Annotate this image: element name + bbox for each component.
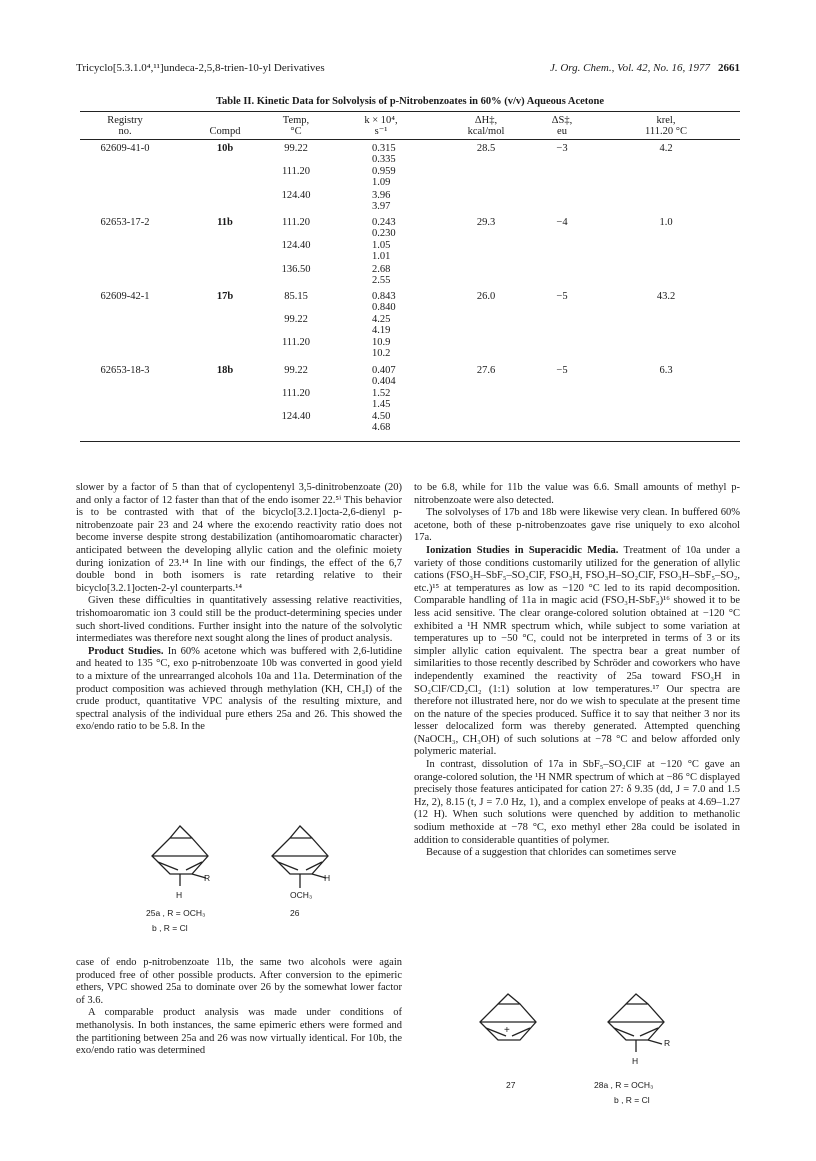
table-cell-k: 0.959	[372, 166, 396, 178]
paragraph-body: In 60% acetone which was buffered with 2,6-lutidine and heated to 135 °C, exo p-nitrobenzoate 10b was converted in good yield to a mixture of the unrearranged alcohols 10a and 11a. Determination of the product composition was achieved through methylation (KH, CH₃I) of the crude product, quantitative VPC analysis of the resulting mixture, and spectral analysis of the individual pure ethers 25a and 26. This showed the exo/endo ratio to be 5.8. In the	[76, 645, 403, 733]
table-cell-k: 4.68	[372, 422, 391, 434]
table-cell-dh: 29.3	[476, 216, 496, 228]
paragraph: The solvolyses of 17b and 18b were likewise very clean. In buffered 60% acetone, both of these p-nitrobenzoates gave rise uniquely to exo alcohol 17a.	[414, 507, 740, 544]
table-bottom-rule	[80, 441, 740, 442]
table-cell-k: 1.05	[372, 240, 391, 252]
table-cell-dh: 26.0	[476, 290, 496, 302]
table-cell-krel: 1.0	[659, 216, 673, 228]
substituent-r: R	[204, 873, 211, 883]
left-column-top	[76, 482, 402, 734]
table-cell-k: 1.45	[372, 399, 391, 410]
table-cell-krel: 43.2	[656, 290, 676, 302]
paragraph: In contrast, dissolution of 17a in SbF₅–SO₂ClF at −120 °C gave an orange-colored solution, the ¹H NMR spectrum of which at −86 °C displayed precisely those features anticipated for cation 27: δ 9.35 (dd, J = 7.0 and 1.5 Hz, 2), 8.15 (t, J = 7.0 Hz, 1), and a complex envelope of peaks at 4.69–1.27 (12 H). When such solutions were quenched by addition to methanolic sodium methoxide at −78 °C, exo methyl ether 28a could be isolated in addition to considerable quantities of polymer.	[414, 759, 740, 846]
table-cell-dh: 28.5	[476, 143, 496, 154]
table-cell-krel: 4.2	[659, 143, 673, 154]
table-cell-temp: 124.40	[281, 240, 311, 252]
table-cell-temp: 111.20	[281, 166, 311, 178]
substituent-h: H	[324, 873, 331, 883]
table-cell-ds: −5	[556, 364, 568, 376]
ds-header-unit: eu	[557, 126, 567, 137]
table-cell-compd: 17b	[216, 290, 234, 302]
table-cell-temp: 124.40	[281, 189, 311, 201]
registry-header-unit: no.	[118, 126, 132, 137]
table-cell-ds: −4	[556, 216, 568, 228]
structures-27-28	[470, 992, 720, 1112]
table-cell-k: 4.50	[372, 411, 391, 423]
table-cell-k: 4.19	[372, 325, 391, 337]
table-cell-k: 0.407	[372, 364, 396, 376]
table-cell-k: 1.01	[372, 251, 391, 263]
table-cell-temp: 111.20	[281, 388, 311, 399]
left-column-bottom	[76, 957, 402, 1058]
registry-header: Registry	[107, 115, 143, 126]
table-cell-compd: 10b	[216, 143, 234, 154]
table-cell-k: 3.96	[372, 189, 391, 201]
table-cell-k: 2.55	[372, 274, 391, 286]
paragraph: Because of a suggestion that chlorides can sometimes serve	[426, 847, 677, 859]
paragraph: Given these difficulties in quantitatively assessing relative reactivities, trishomoaromatic ion 3 could still be the product-determining species under such short-lived conditions. Further insight into the nature of the solvolytic intermediates was therefore next sought along the lines of product analysis.	[76, 595, 402, 645]
temp-header-unit: °C	[290, 126, 302, 137]
section-heading: Ionization Studies in Superacidic Media.	[426, 544, 619, 556]
page-number: 2661	[718, 62, 740, 74]
substituent-h: H	[632, 1056, 639, 1066]
table-title: Table II. Kinetic Data for Solvolysis of p-Nitrobenzoates in 60% (v/v) Aqueous Acetone	[215, 96, 605, 107]
cation-charge: +	[504, 1025, 510, 1036]
running-header	[76, 62, 740, 78]
compound-label-28b: b , R = Cl	[614, 1095, 650, 1105]
journal-citation	[550, 62, 740, 74]
structures-25-26	[130, 820, 380, 960]
structure-drawings-27-28	[470, 992, 720, 1112]
table-cell-registry: 62653-17-2	[100, 216, 150, 228]
table-top-rule	[80, 111, 740, 112]
table-cell-k: 4.25	[372, 314, 391, 326]
table-cell-k: 0.230	[372, 227, 396, 239]
table-cell-k: 1.09	[372, 177, 391, 189]
paragraph: slower by a factor of 5 than that of cyclopentenyl 3,5-dinitrobenzoate (20) and only a factor of 12 faster than that of the endo isomer 22.⁵ⁱ This behavior is to be contrasted with that of the bicyclo[3.2.1]octa-2,6-dienyl p-nitrobenzoate pair 23 and 24 where the exo:endo reactivity ratio does not become inverse despite strong destabilization (antihomoaromatic character) anticipated between the developing allylic cation and the olefinic moiety during ionization of 23.¹⁴ In line with our findings, the effect of the 6,7 double bond in both isomers is rate retarding relative to their bicyclo[3.2.1]octen-2-yl counterparts.¹⁴	[76, 482, 402, 594]
table-cell-registry: 62609-41-0	[100, 143, 150, 154]
structure-drawings-25-26	[130, 820, 380, 960]
compd-header: Compd	[209, 126, 241, 137]
journal-name: J. Org. Chem., Vol. 42, No. 16, 1977	[549, 62, 710, 74]
compound-label-27: 27	[506, 1080, 516, 1090]
table-cell-krel: 6.3	[659, 364, 673, 376]
table-cell-k: 3.97	[372, 200, 391, 212]
substituent-h: H	[176, 890, 183, 900]
ds-header: ΔS‡,	[551, 115, 573, 126]
table-cell-k: 2.68	[372, 263, 391, 275]
table-cell-k: 0.843	[372, 290, 396, 302]
table-cell-ds: −5	[556, 290, 568, 302]
paragraph: case of endo p-nitrobenzoate 11b, the same two alcohols were again produced free of other possible products. After conversion to the epimeric ethers, VPC showed 25a to dominate over 26 by the somewhat lower factor of 3.6.	[76, 957, 402, 1006]
table-cell-temp: 136.50	[281, 263, 311, 275]
table-cell-temp: 111.20	[281, 337, 311, 349]
table-cell-temp: 99.22	[284, 143, 308, 154]
paragraph: A comparable product analysis was made under conditions of methanolysis. In both instances, the same epimeric ethers were formed and the partitioning between 25a and 26 was now virtually identical. For 10b, the exo/endo ratio was determined	[76, 1007, 402, 1057]
table-cell-dh: 27.6	[476, 364, 496, 376]
compound-label-25a: 25a , R = OCH₃	[146, 908, 206, 918]
paragraph	[76, 646, 402, 734]
table-cell-k: 0.243	[372, 216, 396, 228]
compound-label-26: 26	[290, 908, 300, 918]
structure-25	[152, 826, 211, 886]
compound-label-28a: 28a , R = OCH₃	[594, 1080, 654, 1090]
table-cell-k: 0.335	[372, 154, 396, 165]
running-title: Tricyclo[5.3.1.0⁴,¹¹]undeca-2,5,8-trien-10-yl Derivatives	[76, 62, 325, 74]
table-cell-registry: 62653-18-3	[100, 364, 150, 376]
table-cell-k: 0.840	[372, 301, 396, 313]
substituent-r: R	[664, 1038, 671, 1048]
substituent-och3: OCH₃	[290, 890, 313, 900]
table-cell-temp: 111.20	[281, 216, 311, 228]
table-cell-registry: 62609-42-1	[100, 290, 150, 302]
table-cell-compd: 18b	[216, 364, 234, 376]
temp-header: Temp,	[282, 115, 310, 126]
table-header-rule	[80, 139, 740, 140]
paragraph: to be 6.8, while for 11b the value was 6.6. Small amounts of methyl p-nitrobenzoate were also detected.	[414, 482, 740, 506]
table-cell-k: 10.2	[372, 348, 391, 360]
krel-header-unit: 111.20 °C	[645, 126, 687, 137]
table-cell-k: 0.404	[372, 375, 396, 387]
structure-26	[272, 826, 331, 888]
right-column	[414, 482, 740, 860]
k-header-unit: s⁻¹	[374, 126, 388, 137]
structure-28	[608, 994, 664, 1052]
dh-header: ΔH‡,	[474, 115, 498, 126]
table-cell-ds: −3	[556, 143, 568, 154]
compound-label-25b: b , R = Cl	[152, 923, 188, 933]
dh-header-unit: kcal/mol	[467, 126, 505, 137]
table-cell-compd: 11b	[217, 216, 233, 228]
k-header: k × 10⁴,	[364, 115, 398, 126]
table-cell-k: 0.315	[372, 143, 396, 154]
krel-header: krel,	[656, 115, 676, 126]
table-cell-temp: 124.40	[281, 411, 311, 423]
table-cell-temp: 85.15	[284, 290, 308, 302]
paragraph-body: Treatment of 10a under a variety of those conditions customarily utilized for the generation of allylic cations (FSO₃H–SbF₅–SO₂ClF, FSO₃H, FSO₃H–SO₂ClF, FSO₃H–SbF₅–SO₂, etc.)¹⁵ at temperatures as low as −120 °C led to its rapid decomposition. Comparable handling of 11a in magic acid (FSO₃H-SbF₅)¹⁶ showed it to be less acid sensitive. The clear orange-colored solution obtained at −120 °C exhibited a ¹H NMR spectrum which, while subject to some variation at temperatures up to −50 °C, could not be interpreted in terms of 3 or its simpler allylic cation equivalent. The spectra bear a great number of similarities to those recently described by Schröder and coworkers who have independently examined the reactivity of 25a toward FSO₃H in SO₂ClF/CD₂Cl₂ (1:1) solution at low temperatures.¹⁷ Our spectra are therefore not illustrated here, nor do we wish to speculate at the present time on the nature of the species produced. Suffice it to say that neither 3 nor its lesser delocalized form was thereby generated. Attempted quenching (NaOCH₃, CH₃OH) of such solutions at −78 °C and below afforded only polymeric material.	[414, 544, 740, 758]
table-cell-temp: 99.22	[284, 364, 308, 376]
table-cell-temp: 99.22	[284, 314, 308, 326]
paragraph	[414, 545, 740, 759]
table-cell-k: 1.52	[372, 388, 391, 399]
section-heading: Product Studies.	[88, 645, 164, 657]
table-cell-k: 10.9	[372, 337, 391, 349]
